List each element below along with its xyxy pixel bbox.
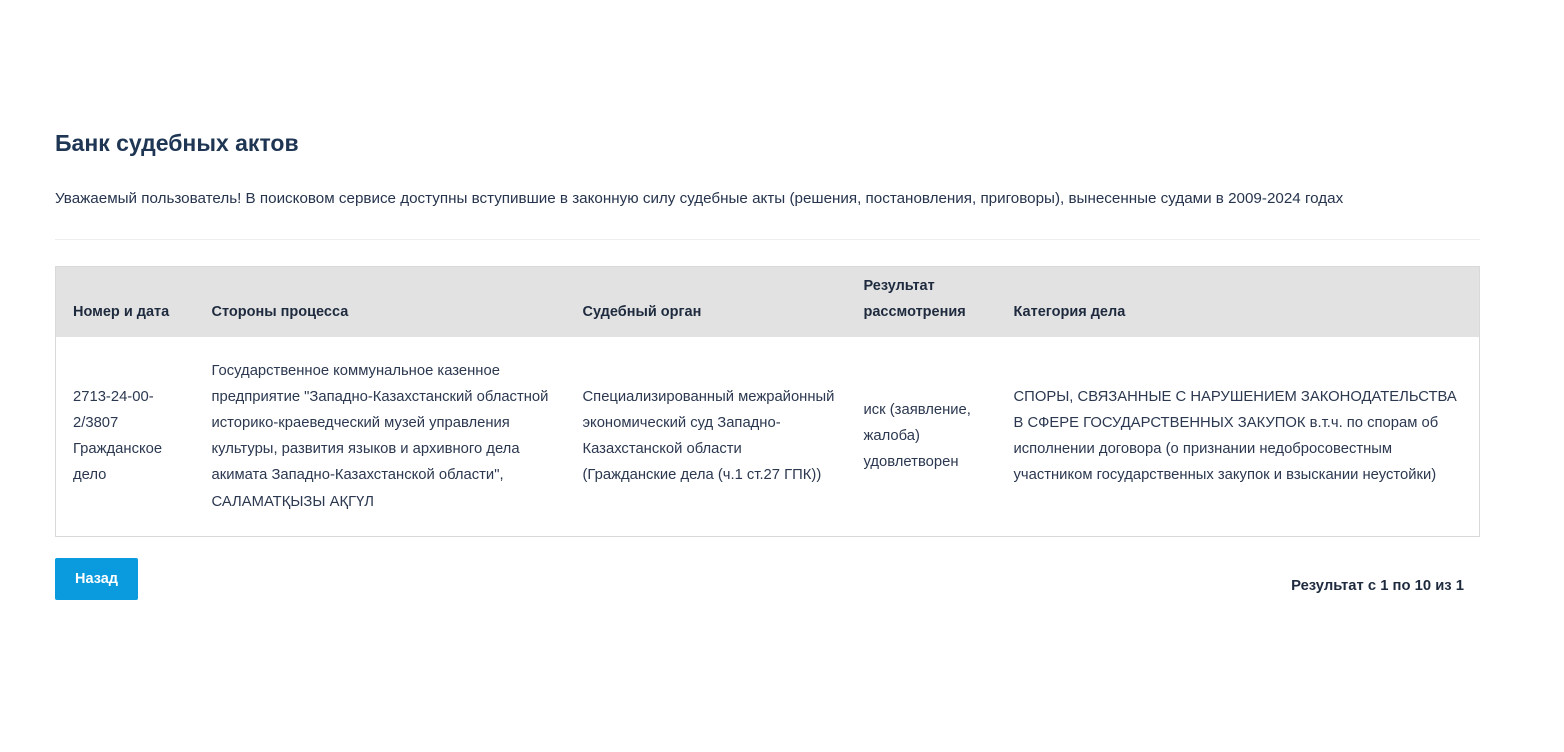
table-header-row [56, 267, 1480, 337]
cell-category: СПОРЫ, СВЯЗАННЫЕ С НАРУШЕНИЕМ ЗАКОНОДАТЕЛЬСТВА В СФЕРЕ ГОСУДАРСТВЕННЫХ ЗАКУПОК в.т.ч. по спорам об исполнении договора (о признании недобросовестным участником государственных закупок и взыскании неустойки) [1013, 388, 1457, 484]
results-table [55, 266, 1480, 537]
header-result-line2: рассмотрения [863, 303, 966, 320]
case-number-link[interactable]: 2713-24-00-2/3807 [73, 388, 154, 432]
cell-result: иск (заявление, жалоба) удовлетворен [863, 401, 971, 471]
table-row[interactable] [56, 337, 1480, 537]
cell-court: Специализированный межрайонный экономический суд Западно-Казахстанской области (Гражданские дела (ч.1 ст.27 ГПК)) [582, 388, 835, 484]
pagination-summary: Результат с 1 по 10 из 1 [1291, 578, 1464, 594]
header-category: Категория дела [1013, 303, 1126, 320]
cell-number-date[interactable] [56, 337, 195, 537]
case-type: Гражданское дело [73, 441, 163, 484]
header-number-date: Номер и дата [73, 303, 170, 320]
header-court: Судебный орган [582, 303, 702, 320]
notice-text: Уважаемый пользователь! В поисковом сервисе доступны вступившие в законную силу судебные акты (решения, постановления, приговоры), вынесенные судами в 2009-2024 годах [55, 190, 1344, 207]
header-result-line1: Результат [863, 277, 935, 294]
page-title: Банк судебных актов [55, 130, 299, 156]
header-result [847, 267, 997, 337]
cell-parties: Государственное коммунальное казенное предприятие "Западно-Казахстанский областной историко-краеведческий музей управления культуры, развития языков и архивного дела акимата Западно-Казахстанской области", САЛАМАТҚЫЗЫ АҚГҮЛ [211, 362, 549, 510]
back-button[interactable]: Назад [55, 558, 138, 600]
divider [55, 239, 1480, 240]
header-parties: Стороны процесса [211, 303, 349, 320]
